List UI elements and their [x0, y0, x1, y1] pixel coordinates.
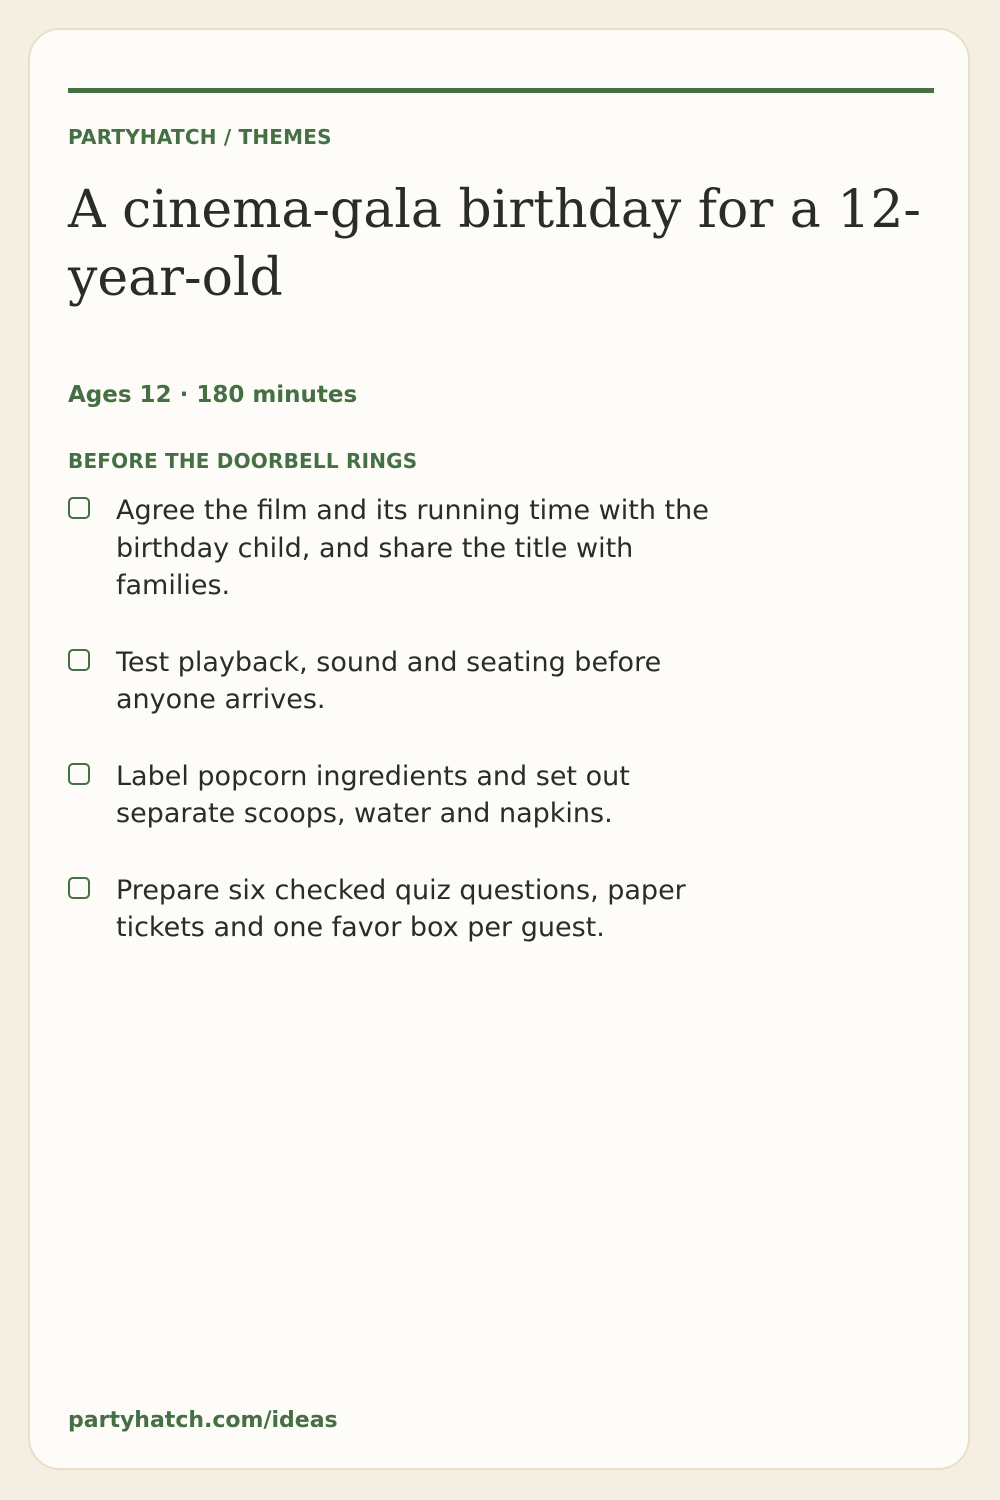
checklist-item — [68, 492, 728, 605]
checklist-item-text: Label popcorn ingredients and set out separate scoops, water and napkins. — [116, 760, 630, 829]
page-title: A cinema-gala birthday for a 12-year-old — [68, 180, 921, 308]
age-duration-meta: Ages 12 · 180 minutes — [68, 382, 358, 408]
checklist-item — [68, 758, 728, 833]
checklist-item-text: Prepare six checked quiz questions, paper tickets and one favor box per guest. — [116, 874, 686, 943]
checkbox-unchecked[interactable] — [68, 497, 90, 519]
checklist-item — [68, 872, 728, 947]
footer-link[interactable]: partyhatch.com/ideas — [68, 1408, 338, 1433]
top-rule — [68, 88, 934, 93]
checkbox-unchecked[interactable] — [68, 649, 90, 671]
checklist-item-text: Test playback, sound and seating before anyone arrives. — [116, 646, 662, 715]
prep-checklist — [68, 492, 728, 986]
theme-card — [28, 28, 970, 1470]
section-heading: BEFORE THE DOORBELL RINGS — [68, 449, 418, 473]
checklist-item-text: Agree the film and its running time with the birthday child, and share the title with families. — [116, 495, 709, 601]
checkbox-unchecked[interactable] — [68, 763, 90, 785]
checklist-item — [68, 644, 728, 719]
breadcrumb[interactable]: PARTYHATCH / THEMES — [68, 125, 332, 149]
checkbox-unchecked[interactable] — [68, 877, 90, 899]
